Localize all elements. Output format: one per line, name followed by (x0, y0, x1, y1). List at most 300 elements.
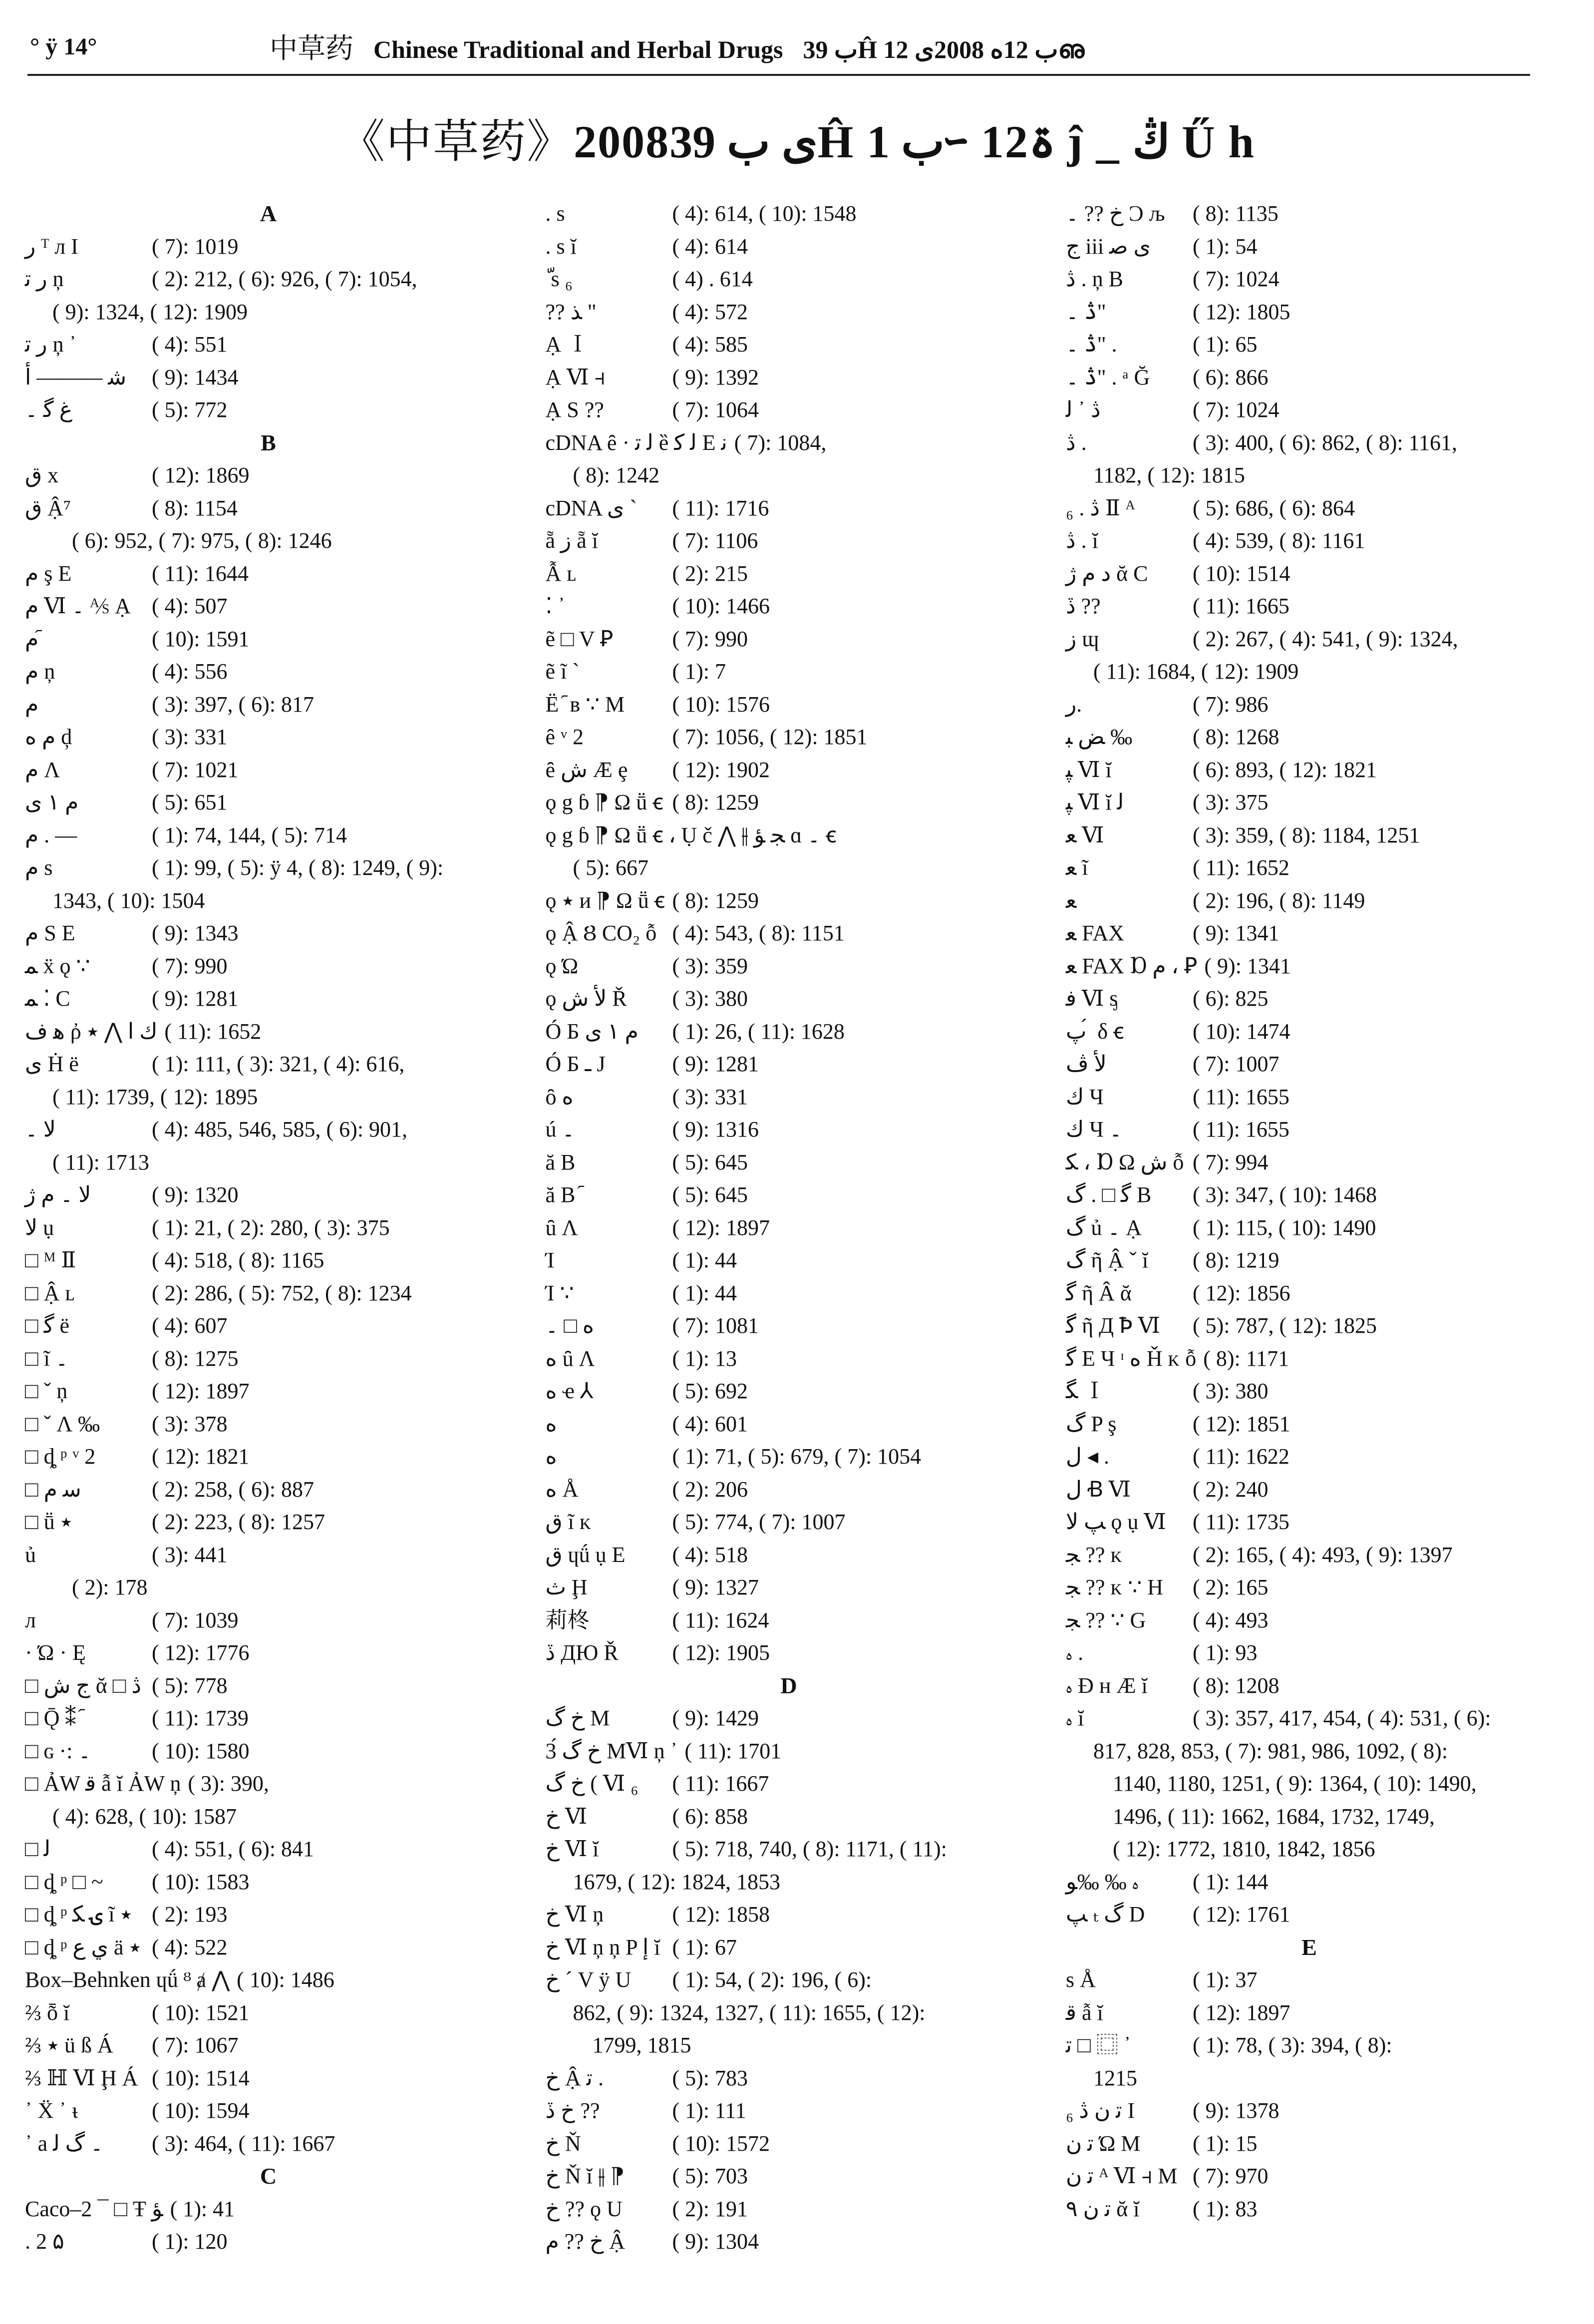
entry-term: ǫ ﻷ ﺵ Ř (545, 986, 627, 1011)
entry-term: □ Ậ ʟ (25, 1280, 75, 1305)
entry-pages: ( 2): 240 (1193, 1477, 1269, 1502)
index-entry (546, 2193, 1032, 2226)
index-entry (25, 1636, 512, 1669)
index-columns (25, 197, 1553, 2258)
running-header (30, 24, 1533, 69)
page-title (0, 105, 1594, 171)
index-entry (546, 426, 1032, 492)
index-entry (1066, 230, 1553, 263)
entry-term: ﺠ ?? ᴋ ∵ H (1066, 1575, 1163, 1599)
entry-term: 3́ ﺥ ﮒ MⅥ ņ ᾽ (545, 1738, 678, 1763)
entry-term: ﮦ . (1066, 1640, 1084, 1665)
entry-term: Ί ∵ (545, 1280, 574, 1305)
entry-pages: ( 4): 518 (672, 1542, 748, 1567)
entry-pages: ( 12): 1772, 1810, 1842, 1856 (1113, 1837, 1375, 1861)
entry-pages: ( 2): 165 (1193, 1575, 1269, 1599)
entry-pages: ( 4): 543, ( 8): 1151 (672, 921, 845, 945)
index-entry (546, 1375, 1032, 1408)
entry-pages: ( 11): 1644 (152, 561, 249, 586)
index-entry (1066, 1048, 1553, 1081)
index-entry (1066, 492, 1553, 525)
entry-term: ﻡ (25, 692, 39, 717)
entry-pages: ( 1): 71, ( 5): 679, ( 7): 1054 (672, 1444, 922, 1469)
entry-pages: ( 4): 485, 546, 585, ( 6): 901, (152, 1117, 408, 1142)
index-entry (25, 2094, 512, 2127)
entry-pages: ( 1): 67 (672, 1935, 737, 1959)
index-entry (1066, 1146, 1553, 1179)
entry-pages: ( 1): 44 (672, 1248, 737, 1272)
entry-term: ﭖ ́ δ ꞓ (1066, 1019, 1124, 1044)
entry-term: □ ᴹ Ⅱ (25, 1248, 76, 1272)
entry-term: ﺷ ——— ﺃ (25, 365, 127, 389)
index-entry (546, 1735, 1032, 1768)
index-entry (25, 917, 512, 950)
index-entry (25, 982, 512, 1015)
index-entry (25, 1539, 512, 1571)
index-entry (25, 1833, 512, 1866)
entry-term: Ί (545, 1248, 555, 1272)
index-entry (25, 655, 512, 688)
entry-term: ﮔ ῆ Â ᾰ (1066, 1280, 1132, 1305)
entry-pages: ( 6): 952, ( 7): 975, ( 8): 1246 (72, 528, 332, 553)
entry-pages: ( 3): 390, (188, 1771, 269, 1796)
entry-term: ﻡ ņ (25, 659, 55, 684)
entry-pages: ( 9): 1341 (1204, 953, 1291, 978)
index-entry (25, 1211, 512, 1244)
entry-term: □ ɢ ·: ۔ (25, 1738, 91, 1763)
entry-pages: ( 7): 1084, (734, 430, 827, 455)
index-entry (546, 2094, 1032, 2127)
index-entry (546, 1113, 1032, 1146)
index-entry (25, 361, 512, 394)
entry-term: ڏ ДЮ Ř (545, 1640, 619, 1665)
entry-pages: ( 1): 111, ( 3): 321, ( 4): 616, (152, 1052, 405, 1076)
section-letter: B (261, 429, 276, 455)
index-entry (25, 1473, 512, 1506)
entry-pages: ( 9): 1378 (1193, 2098, 1279, 2123)
entry-pages: ( 10): 1572 (672, 2131, 770, 2156)
entry-term: ﻷ ڤ (1066, 1052, 1107, 1076)
index-entry (1066, 393, 1553, 426)
index-entry (25, 524, 512, 557)
entry-pages: ( 2): 165, ( 4): 493, ( 9): 1397 (1193, 1542, 1453, 1567)
index-entry (25, 786, 512, 819)
entry-pages: ( 7): 1067 (152, 2033, 239, 2057)
entry-term: ȇ ﺵ Æ ȩ (545, 757, 628, 782)
index-entry (546, 982, 1032, 1015)
entry-term: ﺥ ?? ǫ U (545, 2196, 623, 2221)
entry-term: ⅔ ȭ ĭ (25, 2000, 70, 2025)
index-entry (546, 1211, 1032, 1244)
entry-pages: ( 4): 522 (152, 1935, 228, 1959)
index-entry (25, 1996, 512, 2029)
entry-term: ﮦ ‰ ‰ﻮ (1066, 1869, 1139, 1894)
entry-pages: ( 1): 7 (672, 659, 726, 684)
entry-pages: ( 3): 380 (1193, 1379, 1269, 1403)
entry-pages-continued: ( 4): 628, ( 10): 1587 (52, 1804, 237, 1829)
index-entry (1066, 1669, 1553, 1702)
entry-term: Ë ᷇ ʙ ∵ M (545, 692, 625, 717)
entry-pages: ( 3): 378 (152, 1411, 228, 1436)
index-column-1 (25, 197, 512, 2258)
index-entry (546, 2127, 1032, 2160)
index-entry (546, 1506, 1032, 1539)
entry-pages: ( 9): 1281 (672, 1052, 759, 1076)
entry-term: ﺙ Ḩ (545, 1575, 588, 1599)
index-entry (546, 1833, 1032, 1898)
index-entry (1066, 1571, 1553, 1604)
entry-term: ﺥ ڏ ?? (545, 2098, 600, 2123)
index-entry (1066, 1833, 1553, 1866)
entry-pages-continued: ( 11): 1739, ( 12): 1895 (52, 1084, 258, 1109)
entry-pages: ( 3): 375 (1193, 790, 1269, 814)
entry-pages: ( 11): 1655 (1193, 1117, 1289, 1142)
entry-pages: ( 9): 1281 (152, 986, 239, 1011)
entry-pages: ( 2): 212, ( 6): 926, ( 7): 1054, (152, 267, 417, 291)
entry-term: ᾽ Ẍ ᾽ ᵼ (25, 2098, 78, 2123)
entry-term: ﮕ Ｉ (1066, 1379, 1106, 1403)
index-entry (546, 590, 1032, 623)
entry-term: ر ᵀ л І (25, 234, 78, 259)
entry-term: ﺥ Ậ ﺗ . (545, 2065, 604, 2090)
entry-pages: ( 4): 572 (672, 299, 748, 324)
entry-pages: 1496, ( 11): 1662, 1684, 1732, 1749, (1113, 1804, 1435, 1829)
title-text: 2008ى ب 39Ĥ ب 1ｰ 12ۃ ĵ _ ڭ Ű h (574, 116, 1255, 167)
entry-pages: ( 8): 1208 (1193, 1673, 1279, 1698)
entry-pages: ( 9): 1341 (1193, 921, 1279, 945)
index-entry (546, 1244, 1032, 1277)
index-entry (1066, 1342, 1553, 1375)
entry-pages: ( 1): 83 (1193, 2196, 1258, 2221)
entry-pages: ( 12): 1821 (152, 1444, 250, 1469)
index-entry (25, 1408, 512, 1441)
index-entry (1066, 1277, 1553, 1310)
entry-pages-continued: 817, 828, 853, ( 7): 981, 986, 1092, ( 8): (1093, 1738, 1448, 1763)
index-entry (546, 1408, 1032, 1441)
entry-pages: ( 7): 1081 (672, 1313, 759, 1338)
index-entry (546, 230, 1032, 263)
entry-pages: ( 7): 1056, ( 12): 1851 (672, 725, 868, 749)
entry-term: ﻻ ụ (25, 1215, 54, 1240)
entry-term: ﻻ ۔ (25, 1117, 56, 1142)
index-entry (1066, 982, 1553, 1015)
entry-pages: ( 4): 507 (152, 594, 228, 618)
index-entry (1066, 263, 1553, 296)
index-entry (1066, 1767, 1553, 1800)
index-entry (546, 1473, 1032, 1506)
index-entry (546, 1440, 1032, 1473)
entry-pages: ( 7): 1064 (672, 397, 759, 422)
index-entry (25, 1113, 512, 1178)
entry-term: ﻡ Ʌ (25, 757, 60, 782)
index-entry (546, 786, 1032, 819)
entry-term: ﮔ □ . ﮒ B (1066, 1182, 1152, 1207)
entry-pages: ( 9): 1316 (672, 1117, 759, 1142)
entry-pages: ( 5): 686, ( 6): 864 (1193, 495, 1355, 520)
entry-term: ﻡ s (25, 855, 53, 880)
entry-term: ă B (545, 1150, 576, 1174)
entry-term: □ ˇ ņ (25, 1379, 68, 1403)
entry-pages: ( 11): 1652 (1193, 855, 1289, 880)
entry-pages: ( 1): 15 (1193, 2131, 1258, 2156)
index-entry (1066, 1800, 1553, 1833)
index-entry (25, 230, 512, 263)
index-entry (546, 1963, 1032, 2029)
entry-pages: ( 12): 1869 (152, 463, 250, 487)
entry-term: ﻕ ĩ ᴋ (545, 1510, 592, 1534)
entry-pages: ( 1): 44 (672, 1280, 737, 1305)
entry-pages: ( 4): 556 (152, 659, 228, 684)
entry-pages: ( 11): 1735 (1193, 1510, 1289, 1534)
entry-pages: ( 2): 196, ( 8): 1149 (1193, 888, 1365, 913)
index-entry (25, 1506, 512, 1539)
entry-pages: ( 9): 1304 (672, 2229, 759, 2254)
index-entry (546, 1604, 1032, 1637)
entry-term: . s ĭ (545, 234, 577, 259)
entry-term: ȗ Ʌ (545, 1215, 578, 1240)
entry-pages: ( 4): 614, ( 10): 1548 (672, 201, 857, 226)
entry-term: ﺗ □ ⿴ ᾽ (1066, 2033, 1131, 2057)
index-entry (1066, 1375, 1553, 1408)
index-entry (25, 1702, 512, 1735)
header-rule (27, 74, 1530, 76)
entry-term: ﻝ Ꞗ Ⅵ (1066, 1477, 1131, 1502)
entry-term: ﭗ ﻻ ǫ ụ Ⅵ (1066, 1510, 1166, 1534)
entry-term: ú ۔ (545, 1117, 575, 1142)
entry-pages: ( 6): 893, ( 12): 1821 (1193, 757, 1377, 782)
index-entry (546, 2160, 1032, 2193)
entry-pages: ( 6): 866 (1193, 365, 1269, 389)
entry-pages: ( 7): 1007 (1193, 1052, 1279, 1076)
entry-pages: ( 3): 441 (152, 1542, 228, 1567)
entry-pages: ( 2): 258, ( 6): 887 (152, 1477, 315, 1502)
index-entry (25, 623, 512, 656)
index-entry (546, 1636, 1032, 1669)
index-entry (546, 1767, 1032, 1800)
index-entry (25, 263, 512, 328)
index-entry (546, 1146, 1032, 1179)
entry-pages: ( 9): 1343 (152, 921, 239, 945)
entry-term: ﺗ ﻥ ᴬ Ⅵ ⫞ M (1066, 2164, 1178, 2188)
entry-term: ﮦ Ɖ ʜ Æ ĭ (1066, 1673, 1148, 1698)
index-entry (546, 1277, 1032, 1310)
entry-term: ﻌ Ⅵ (1066, 822, 1104, 847)
entry-pages-continued: 862, ( 9): 1324, 1327, ( 11): 1655, ( 12): (573, 2000, 926, 2025)
index-entry (1066, 1898, 1553, 1931)
index-entry (546, 688, 1032, 721)
entry-pages: ( 10): 1486 (237, 1967, 334, 1992)
index-entry (25, 1735, 512, 1768)
index-entry (546, 1178, 1032, 1211)
entry-term: □ ﮔ ë (25, 1313, 70, 1338)
entry-pages: ( 8): 1259 (672, 888, 759, 913)
entry-pages: ( 4): 551 (152, 332, 228, 357)
section-letter: A (260, 201, 277, 226)
entry-pages: ( 10): 1474 (1193, 1019, 1290, 1044)
entry-pages: ( 6): 825 (1193, 986, 1269, 1011)
entry-term: ẽ ĩ ˋ (545, 659, 580, 684)
index-entry (546, 1081, 1032, 1114)
entry-pages: ( 1): 37 (1193, 1967, 1258, 1992)
index-entry (1066, 328, 1553, 361)
index-entry (1066, 1178, 1553, 1211)
entry-pages: ( 12): 1902 (672, 757, 770, 782)
index-entry (1066, 1604, 1553, 1637)
entry-pages: ( 12): 1851 (1193, 1411, 1290, 1436)
index-entry (546, 296, 1032, 329)
index-entry (1066, 1113, 1553, 1146)
index-entry (25, 754, 512, 786)
index-entry (25, 393, 512, 426)
index-entry (25, 590, 512, 623)
index-entry (546, 721, 1032, 754)
entry-term: ﺥ ﮒ M (545, 1706, 610, 1730)
entry-pages: ( 2): 215 (672, 561, 748, 586)
entry-term: ȏ ﻩ (545, 1084, 574, 1109)
entry-pages: ( 11): 1667 (672, 1771, 769, 1796)
entry-term: ﻡ ۱ ﯼ (25, 790, 79, 814)
index-entry (1066, 2029, 1553, 2094)
entry-pages: ( 4): 493 (1193, 1607, 1269, 1632)
entry-term: ﻕ ɥǘ ụ E (545, 1542, 626, 1567)
section-letter: D (780, 1672, 797, 1698)
index-entry (25, 819, 512, 852)
index-entry (546, 754, 1032, 786)
index-entry (546, 1800, 1032, 1833)
entry-term: ر ﺗ ņ ᾽ (25, 332, 77, 357)
entry-pages: ( 12): 1856 (1193, 1280, 1290, 1305)
entry-pages: ( 1): 99, ( 5): ÿ 4, ( 8): 1249, ( 9): (152, 855, 444, 880)
entry-term: ﻓ Ⅵ ᶊ (1066, 986, 1118, 1011)
index-column-2 (546, 197, 1032, 2258)
index-entry (25, 1931, 512, 1964)
entry-pages: ( 2): 206 (672, 1477, 748, 1502)
entry-pages-continued: ( 5): 667 (573, 855, 649, 880)
index-entry (1066, 426, 1553, 492)
entry-term: ﻍ ﮔ ۔ (25, 397, 72, 422)
entry-pages: ( 1): 111 (672, 2098, 746, 2123)
entry-term: □ ȡ ᵖ ﻱ ﻉ ä ٭ (25, 1935, 141, 1959)
entry-term: ڎ . ņ B (1066, 267, 1123, 291)
index-column-3 (1066, 197, 1553, 2258)
entry-term: ủ (25, 1542, 36, 1567)
index-entry (1066, 557, 1553, 590)
index-entry (1066, 950, 1553, 983)
index-entry (546, 524, 1032, 557)
entry-term: Ạ S ?? (545, 397, 604, 422)
entry-pages: ( 10): 1466 (672, 594, 770, 618)
entry-pages: ( 12): 1905 (672, 1640, 770, 1665)
entry-term: ⁚ ᾽ (545, 594, 566, 618)
entry-pages: ( 3): 347, ( 10): 1468 (1193, 1182, 1377, 1207)
entry-term: ﻌ FAX Ɒ ﻡ ، Ꝑ (1066, 953, 1198, 978)
index-entry (546, 1571, 1032, 1604)
entry-pages: ( 9): 1320 (152, 1182, 239, 1207)
index-entry (25, 1571, 512, 1604)
index-entry (1066, 1539, 1553, 1571)
entry-term: □ ȡ ᵖ ۍ ﮑ ĩ ٭ (25, 1902, 132, 1927)
index-entry (1066, 524, 1553, 557)
entry-term: □ ĩ ۔ (25, 1346, 68, 1371)
entry-pages: ( 3): 464, ( 11): 1667 (152, 2131, 335, 2156)
index-entry (25, 1048, 512, 1113)
index-entry (546, 1539, 1032, 1571)
entry-term: л (25, 1607, 36, 1632)
entry-pages: ( 5): 778 (152, 1673, 228, 1698)
entry-term: ﺥ Ⅵ (545, 1804, 588, 1829)
index-entry (25, 1866, 512, 1899)
index-entry (546, 819, 1032, 884)
entry-term: ﭙ Ⅵ ĭ (1066, 757, 1112, 782)
section-letter: C (260, 2163, 277, 2189)
entry-term: ﺥ ﮒ ( Ⅵ ₆ (545, 1771, 638, 1796)
entry-pages: ( 7): 1039 (152, 1607, 239, 1632)
index-entry (1066, 590, 1553, 623)
entry-pages: ( 9): 1392 (672, 365, 759, 389)
index-entry (1066, 754, 1553, 786)
entry-term: ﺭ. (1066, 692, 1082, 717)
entry-term: ڎ ᾽ ﻟ (1066, 397, 1101, 422)
entry-term: ẵ ﺯ ẵ ĭ (545, 528, 599, 553)
entry-term: ﻡ ş E (25, 561, 72, 586)
entry-pages: ( 12): 1897 (672, 1215, 770, 1240)
index-entry (1066, 819, 1553, 852)
entry-term: ǫ g ɓ ⁋ Ω ṻ ꞓ (545, 790, 663, 814)
entry-term: ﺯ ɰ (1066, 626, 1099, 651)
entry-term: ﺠ ?? ∵ G (1066, 1607, 1146, 1632)
index-entry (1066, 721, 1553, 754)
entry-pages: ( 12): 1897 (1193, 2000, 1290, 2025)
entry-term: ڎ . (1066, 430, 1087, 455)
entry-pages: ( 1): 26, ( 11): 1628 (672, 1019, 845, 1044)
entry-pages: ( 3): 359 (672, 953, 748, 978)
entry-pages: ( 5): 645 (672, 1182, 748, 1207)
entry-pages: ( 10): 1594 (152, 2098, 250, 2123)
entry-pages: ( 3): 397, ( 6): 817 (152, 692, 315, 717)
index-entry (25, 950, 512, 983)
index-entry (25, 1898, 512, 1931)
entry-pages: ( 1): 13 (672, 1346, 737, 1371)
entry-term: ﭙ Ⅵ ĭ ﻟ (1066, 790, 1124, 814)
entry-pages: ( 2): 223, ( 8): 1257 (152, 1510, 325, 1534)
entry-term: . s (545, 201, 565, 226)
entry-pages-continued: ( 9): 1324, ( 12): 1909 (52, 299, 248, 324)
entry-term: ă B ᷇ (545, 1182, 581, 1207)
entry-pages: ( 8): 1275 (152, 1346, 239, 1371)
entry-term: ﻩ ҽ ⅄ (545, 1379, 594, 1403)
entry-pages: ( 7): 970 (1193, 2164, 1269, 2188)
entry-pages: ( 3): 331 (152, 725, 228, 749)
entry-term: ﺥ Ⅵ ņ (545, 1902, 604, 1927)
entry-term: 莉柊 (545, 1607, 590, 1632)
entry-term: ڎ . ĭ (1066, 528, 1098, 553)
entry-pages: ( 11): 1624 (672, 1607, 769, 1632)
entry-pages: ( 12): 1897 (152, 1379, 250, 1403)
entry-pages: ( 5): 645 (672, 1150, 748, 1174)
entry-term: ȇ ᵛ 2 (545, 725, 584, 749)
entry-term: ڎ ۔" (1066, 299, 1106, 324)
index-entry (546, 1931, 1032, 1964)
index-entry (25, 2029, 512, 2062)
entry-pages: ( 8): 1154 (152, 495, 238, 520)
index-entry (25, 1669, 512, 1702)
entry-pages: ( 4): 585 (672, 332, 748, 357)
index-entry (25, 851, 512, 917)
entry-pages: ( 7): 1019 (152, 234, 239, 259)
index-entry (1066, 1636, 1553, 1669)
entry-term: ﺗ ﻥ ۹ ᾰ ĭ (1066, 2196, 1140, 2221)
index-entry (546, 2029, 1032, 2062)
